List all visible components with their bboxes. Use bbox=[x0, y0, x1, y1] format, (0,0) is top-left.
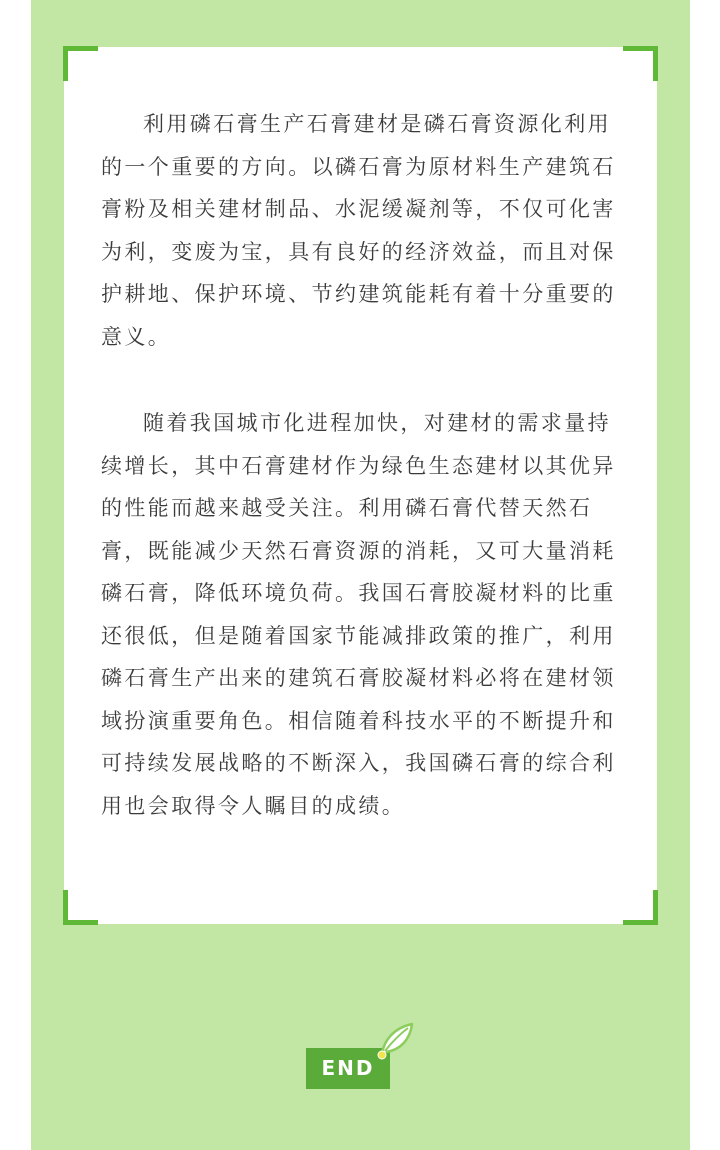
end-badge: END bbox=[306, 1048, 390, 1089]
corner-bracket-top-left bbox=[63, 46, 98, 81]
end-marker bbox=[306, 1020, 416, 1092]
article-paragraph-2: 随着我国城市化进程加快，对建材的需求量持续增长，其中石膏建材作为绿色生态建材以其优异的性能而越来越受关注。利用磷石膏代替天然石膏，既能减少天然石膏资源的消耗，又可大量消耗磷石膏，降低环境负荷。我国石膏胶凝材料的比重还很低，但是随着国家节能减排政策的推广，利用磷石膏生产出来的建筑石膏胶凝材料必将在建材领域扮演重要角色。相信随着科技水平的不断提升和可持续发展战略的不断深入，我国磷石膏的综合利用也会取得令人瞩目的成绩。 bbox=[101, 411, 616, 818]
corner-bracket-top-right bbox=[623, 46, 658, 81]
corner-bracket-bottom-right bbox=[623, 890, 658, 925]
corner-bracket-bottom-left bbox=[63, 890, 98, 925]
leaf-icon bbox=[374, 1020, 416, 1062]
article-card bbox=[64, 47, 657, 924]
article-paragraph-1: 利用磷石膏生产石膏建材是磷石膏资源化利用的一个重要的方向。以磷石膏为原材料生产建筑石膏粉及相关建材制品、水泥缓凝剂等，不仅可化害为利，变废为宝，具有良好的经济效益，而且对保护耕地、保护环境、节约建筑能耗有着十分重要的意义。 bbox=[101, 112, 616, 349]
